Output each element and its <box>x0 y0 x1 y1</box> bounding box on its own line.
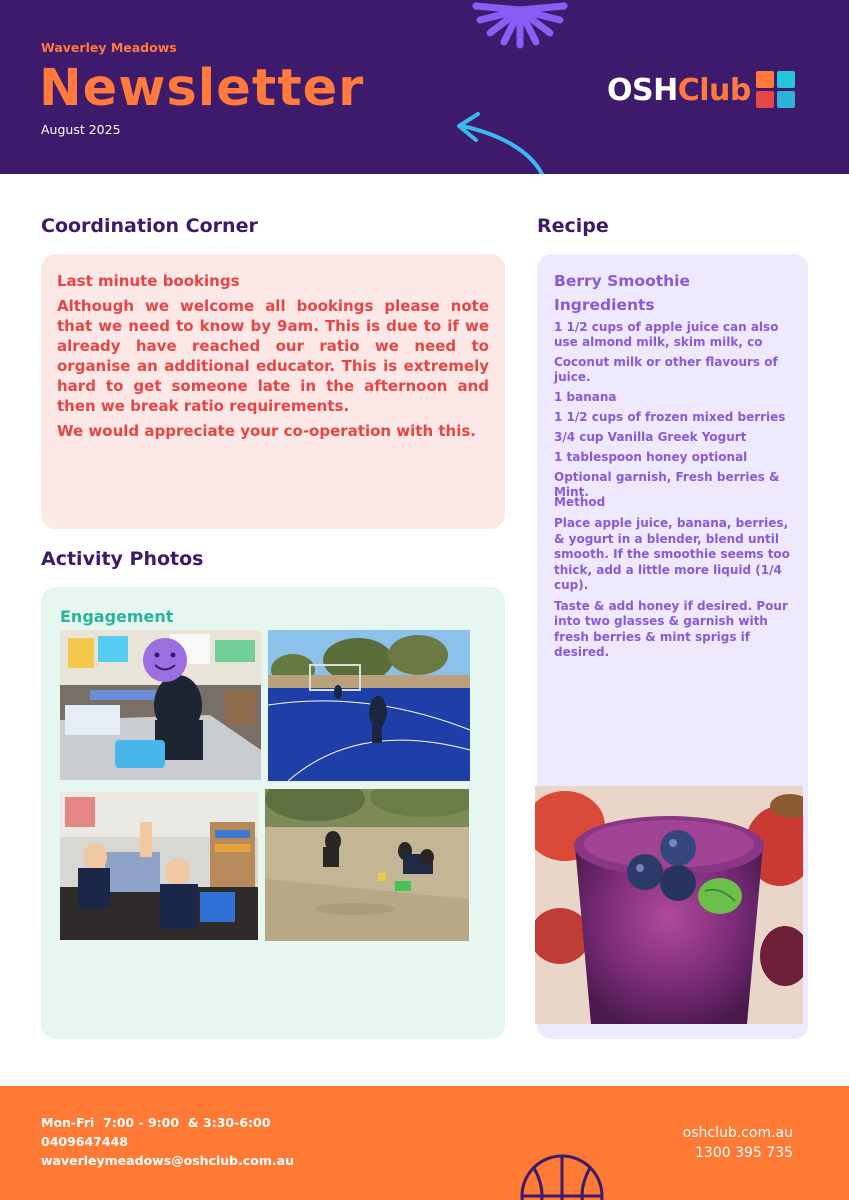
coordination-panel-title: Last minute bookings <box>57 272 240 290</box>
oshclub-contact <box>683 1123 793 1163</box>
recipe-heading: Recipe <box>537 215 609 237</box>
coordination-paragraph: We would appreciate your co-operation with this. <box>57 422 476 440</box>
method-heading: Method <box>554 495 606 509</box>
sunburst-decoration-icon <box>470 0 570 50</box>
method-step: Taste & add honey if desired. Pour into two glasses & garnish with fresh berries & mint sprigs if desired. <box>554 598 788 659</box>
ingredient-item: 1 tablespoon honey optional <box>554 450 748 464</box>
ingredient-item: 1 1/2 cups of frozen mixed berries <box>554 410 786 424</box>
ingredients-list <box>554 320 799 505</box>
basketball-icon <box>520 1154 604 1200</box>
coordination-paragraph: Although we welcome all bookings please note that we need to know by 9am. This is due to if we already have reached our ratio we need to organise an additional educator. This is extremely hard to get someone late in the afternoon and then we break ratio requirements. <box>57 297 489 415</box>
curved-arrow-icon <box>450 106 550 174</box>
ingredient-item: Optional garnish, Fresh berries & Mint. <box>554 470 780 499</box>
coordination-body <box>57 296 489 446</box>
activity-photo-sandpit <box>265 789 469 941</box>
activity-photo-sports-court <box>268 630 470 781</box>
activity-photo-kids-crafts <box>60 792 258 940</box>
logo-squares-icon <box>756 71 796 109</box>
logo-text-club: Club <box>677 73 751 108</box>
service-phone[interactable]: 0409647448 <box>41 1134 128 1149</box>
smoothie-photo <box>535 786 803 1024</box>
newsletter-title: Newsletter <box>39 59 365 118</box>
ingredient-item: 3/4 cup Vanilla Greek Yogurt <box>554 430 747 444</box>
ingredients-heading: Ingredients <box>554 296 655 314</box>
ingredient-item: 1 1/2 cups of apple juice can also use almond milk, skim milk, co <box>554 320 779 349</box>
ingredient-item: 1 banana <box>554 390 617 404</box>
coordination-heading: Coordination Corner <box>41 215 258 237</box>
activity-heading: Activity Photos <box>41 548 204 570</box>
method-steps <box>554 516 799 666</box>
recipe-title: Berry Smoothie <box>554 272 690 290</box>
website-link[interactable]: oshclub.com.au <box>682 1125 793 1141</box>
ingredient-item: Coconut milk or other flavours of juice. <box>554 355 778 384</box>
activity-photo-classroom-game <box>60 630 261 780</box>
service-email-link[interactable]: waverleymeadows@oshclub.com.au <box>41 1153 294 1168</box>
service-contact <box>41 1113 294 1170</box>
logo-text-osh: OSH <box>607 73 678 108</box>
national-phone[interactable]: 1300 395 735 <box>695 1145 793 1161</box>
school-name: Waverley Meadows <box>41 40 177 55</box>
activity-panel-title: Engagement <box>60 607 174 626</box>
method-step: Place apple juice, banana, berries, & yogurt in a blender, blend until smooth. If the smoothie seems too thick, add a little more liquid (1/4 cup). <box>554 516 790 592</box>
opening-hours: Mon-Fri 7:00 - 9:00 & 3:30-6:00 <box>41 1115 271 1130</box>
newsletter-date: August 2025 <box>41 122 121 137</box>
oshclub-logo <box>607 73 751 109</box>
